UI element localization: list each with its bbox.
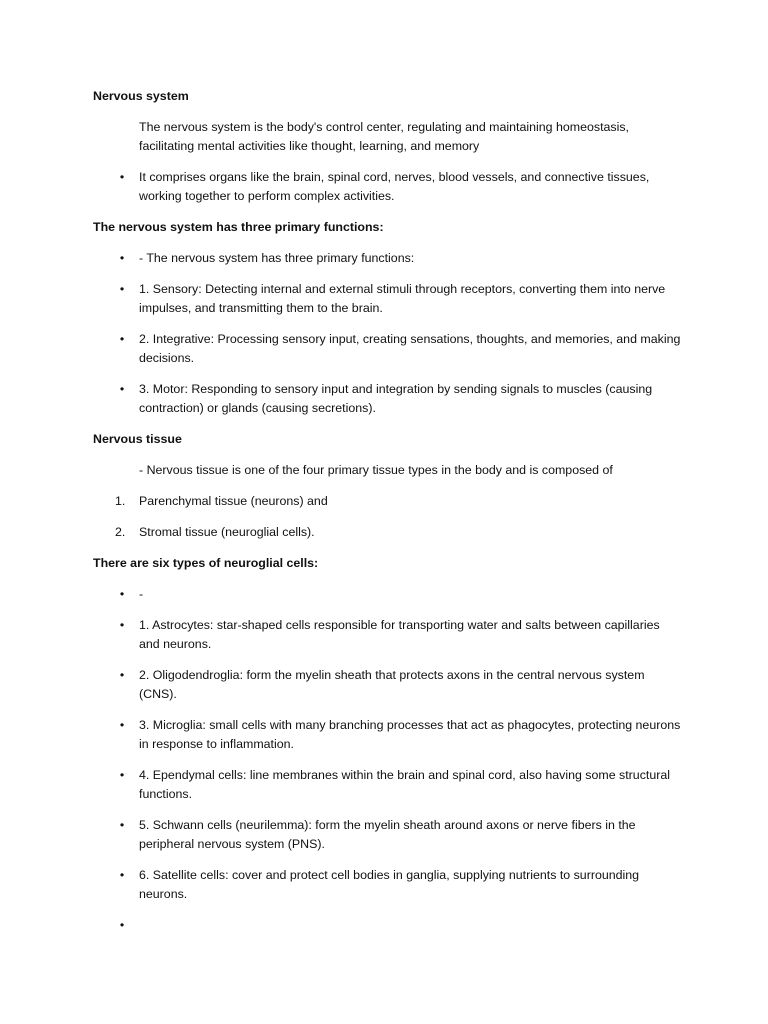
bullet-text: 5. Schwann cells (neurilemma): form the myelin sheath around axons or nerve fibers in the peripheral nervous system (PNS). [139,818,636,851]
bullet-item [119,280,683,318]
bullet-item [119,816,683,854]
bullet-marker: • [119,668,125,682]
bullet-item [119,916,683,935]
numbered-text: Parenchymal tissue (neurons) and [139,494,328,508]
bullet-item [119,330,683,368]
bullet-item [119,866,683,904]
bullet-text: - The nervous system has three primary functions: [139,251,415,265]
paragraph: - Nervous tissue is one of the four primary tissue types in the body and is composed of [139,463,613,477]
bullet-text: - [139,587,144,601]
paragraph: The nervous system is the body's control center, regulating and maintaining homeostasis, facilitating mental activities like thought, learning, and memory [139,120,629,153]
bullet-marker: • [119,282,125,296]
bullet-item [119,716,683,754]
section-heading: Nervous system [93,89,189,103]
section-heading: Nervous tissue [93,432,182,446]
bullet-marker: • [119,332,125,346]
bullet-text: 4. Ependymal cells: line membranes within the brain and spinal cord, also having some structural functions. [139,768,671,801]
number-marker: 1. [115,494,126,508]
bullet-marker: • [119,868,125,882]
numbered-item [115,492,683,511]
bullet-item [119,380,683,418]
bullet-item [119,585,683,604]
bullet-marker: • [119,918,125,932]
bullet-text: 2. Oligodendroglia: form the myelin sheath that protects axons in the central nervous system (CNS). [139,668,645,701]
bullet-text: 3. Microglia: small cells with many branching processes that act as phagocytes, protecting neurons in response to inflammation. [139,718,681,751]
bullet-marker: • [119,818,125,832]
numbered-text: Stromal tissue (neuroglial cells). [139,525,315,539]
bullet-marker: • [119,382,125,396]
numbered-item [115,523,683,542]
bullet-marker: • [119,618,125,632]
bullet-item [119,666,683,704]
bullet-item [119,766,683,804]
bullet-item [119,249,683,268]
bullet-text: 6. Satellite cells: cover and protect cell bodies in ganglia, supplying nutrients to surrounding neurons. [139,868,640,901]
section-heading: There are six types of neuroglial cells: [93,556,319,570]
bullet-marker: • [119,587,125,601]
bullet-marker: • [119,251,125,265]
bullet-item [119,616,683,654]
bullet-text: 1. Sensory: Detecting internal and external stimuli through receptors, converting them into nerve impulses, and transmitting them to the brain. [139,282,666,315]
document-body [93,87,683,947]
bullet-text: It comprises organs like the brain, spinal cord, nerves, blood vessels, and connective tissues, working together to perform complex activities. [139,170,650,203]
bullet-marker: • [119,170,125,184]
bullet-text: 1. Astrocytes: star-shaped cells responsible for transporting water and salts between capillaries and neurons. [139,618,660,651]
bullet-marker: • [119,768,125,782]
bullet-text: 2. Integrative: Processing sensory input, creating sensations, thoughts, and memories, and making decisions. [139,332,681,365]
bullet-item [119,168,683,206]
number-marker: 2. [115,525,126,539]
section-heading: The nervous system has three primary functions: [93,220,384,234]
bullet-text: 3. Motor: Responding to sensory input and integration by sending signals to muscles (causing contraction) or glands (causing secretions). [139,382,653,415]
bullet-marker: • [119,718,125,732]
